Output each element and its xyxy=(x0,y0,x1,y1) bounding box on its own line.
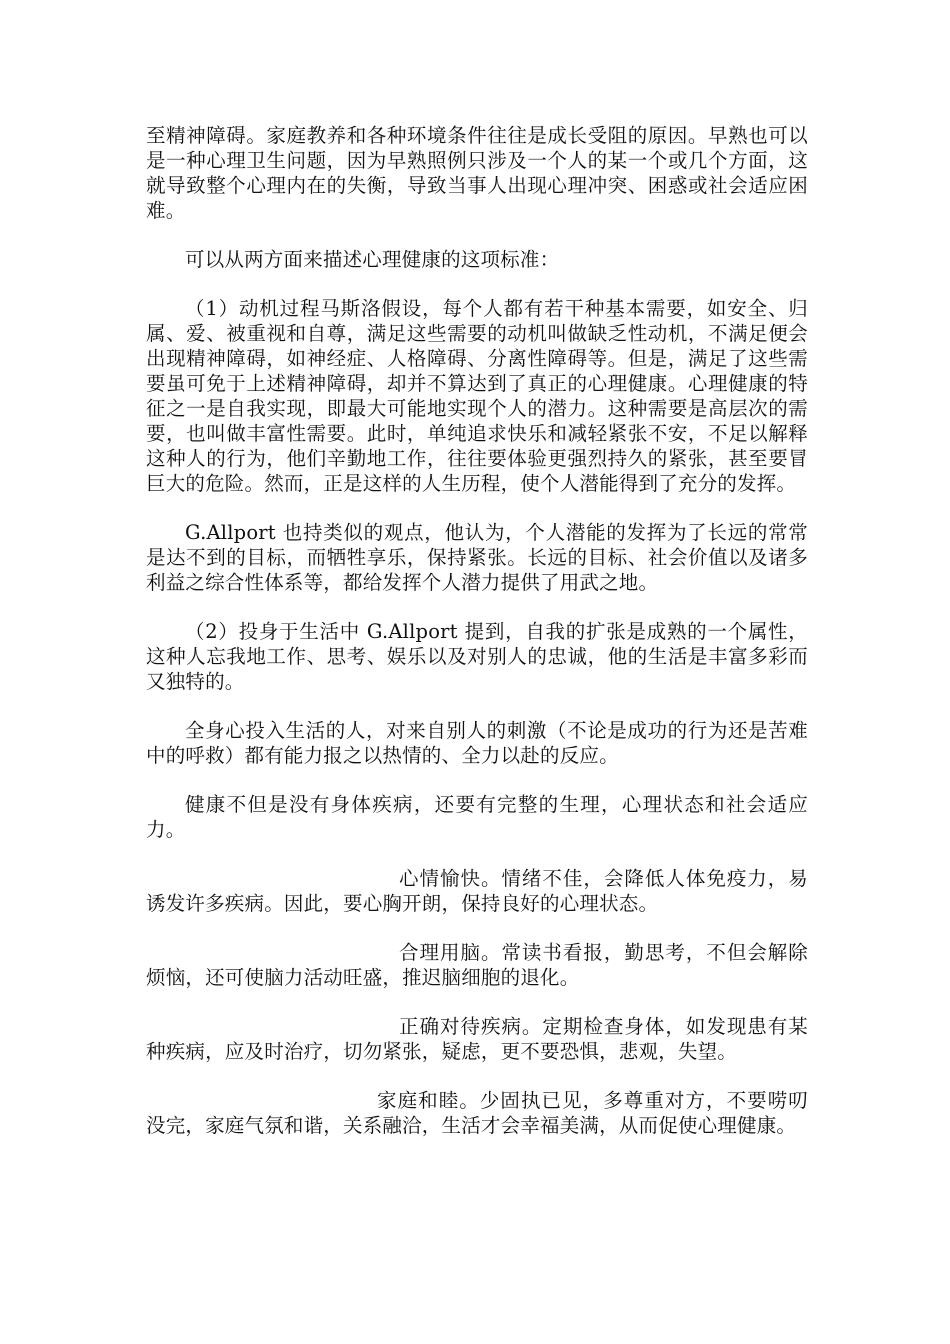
paragraph-motivation-process: （1）动机过程马斯洛假设，每个人都有若干种基本需要，如安全、归属、爱、被重视和自尊，满足这些需要的动机叫做缺乏性动机，不满足便会出现精神障碍，如神经症、人格障碍、分离性障碍等。但是，满足了这些需要虽可免于上述精神障碍，却并不算达到了真正的心理健康。心理健康的特征之一是自我实现，即最大可能地实现个人的潜力。这种需要是高层次的需要，也叫做丰富性需要。此时，单纯追求快乐和减轻紧张不安，不足以解释这种人的行为，他们辛勤地工作，往往要体验更强烈持久的紧张，甚至要冒巨大的危险。然而，正是这样的人生历程，使个人潜能得到了充分的发挥。 xyxy=(146,297,808,495)
paragraph-tip-happy-mood: 心情愉快。情绪不佳，会降低人体免疫力，易诱发许多疾病。因此，要心胸开朗，保持良好的心理状态。 xyxy=(146,867,808,915)
paragraph-allport-view: G.Allport 也持类似的观点，他认为，个人潜能的发挥为了长远的常常是达不到的目标，而牺牲享乐，保持紧张。长远的目标、社会价值以及诸多利益之综合性体系等，都给发挥个人潜力提供了用武之地。 xyxy=(146,521,808,594)
paragraph-tip-family-harmony: 家庭和睦。少固执已见，多尊重对方，不要唠叨没完，家庭气氛和谐，关系融洽，生活才会幸福美满，从而促使心理健康。 xyxy=(146,1089,808,1137)
paragraph-early-maturity: 至精神障碍。家庭教养和各种环境条件往往是成长受阻的原因。早熟也可以是一种心理卫生问题，因为早熟照例只涉及一个人的某一个或几个方面，这就导致整个心理内在的失衡，导致当事人出现心理冲突、困惑或社会适应困难。 xyxy=(146,124,808,222)
paragraph-tip-use-brain: 合理用脑。常读书看报，勤思考，不但会解除烦恼，还可使脑力活动旺盛，推迟脑细胞的退化。 xyxy=(146,941,808,989)
paragraph-engaged-in-life: （2）投身于生活中 G.Allport 提到，自我的扩张是成熟的一个属性，这种人忘我地工作、思考、娱乐以及对别人的忠诚，他的生活是丰富多彩而又独特的。 xyxy=(146,620,808,693)
paragraph-tip-treat-illness: 正确对待疾病。定期检查身体，如发现患有某种疾病，应及时治疗，切勿紧张，疑虑，更不要恐惧，悲观，失望。 xyxy=(146,1015,808,1063)
document-body xyxy=(146,123,808,1138)
paragraph-standard-intro: 可以从两方面来描述心理健康的这项标准： xyxy=(185,248,560,271)
paragraph-full-engagement: 全身心投入生活的人，对来自别人的刺激（不论是成功的行为还是苦难中的呼救）都有能力报之以热情的、全力以赴的反应。 xyxy=(146,719,808,767)
paragraph-health-definition: 健康不但是没有身体疾病，还要有完整的生理，心理状态和社会适应力。 xyxy=(146,793,808,841)
